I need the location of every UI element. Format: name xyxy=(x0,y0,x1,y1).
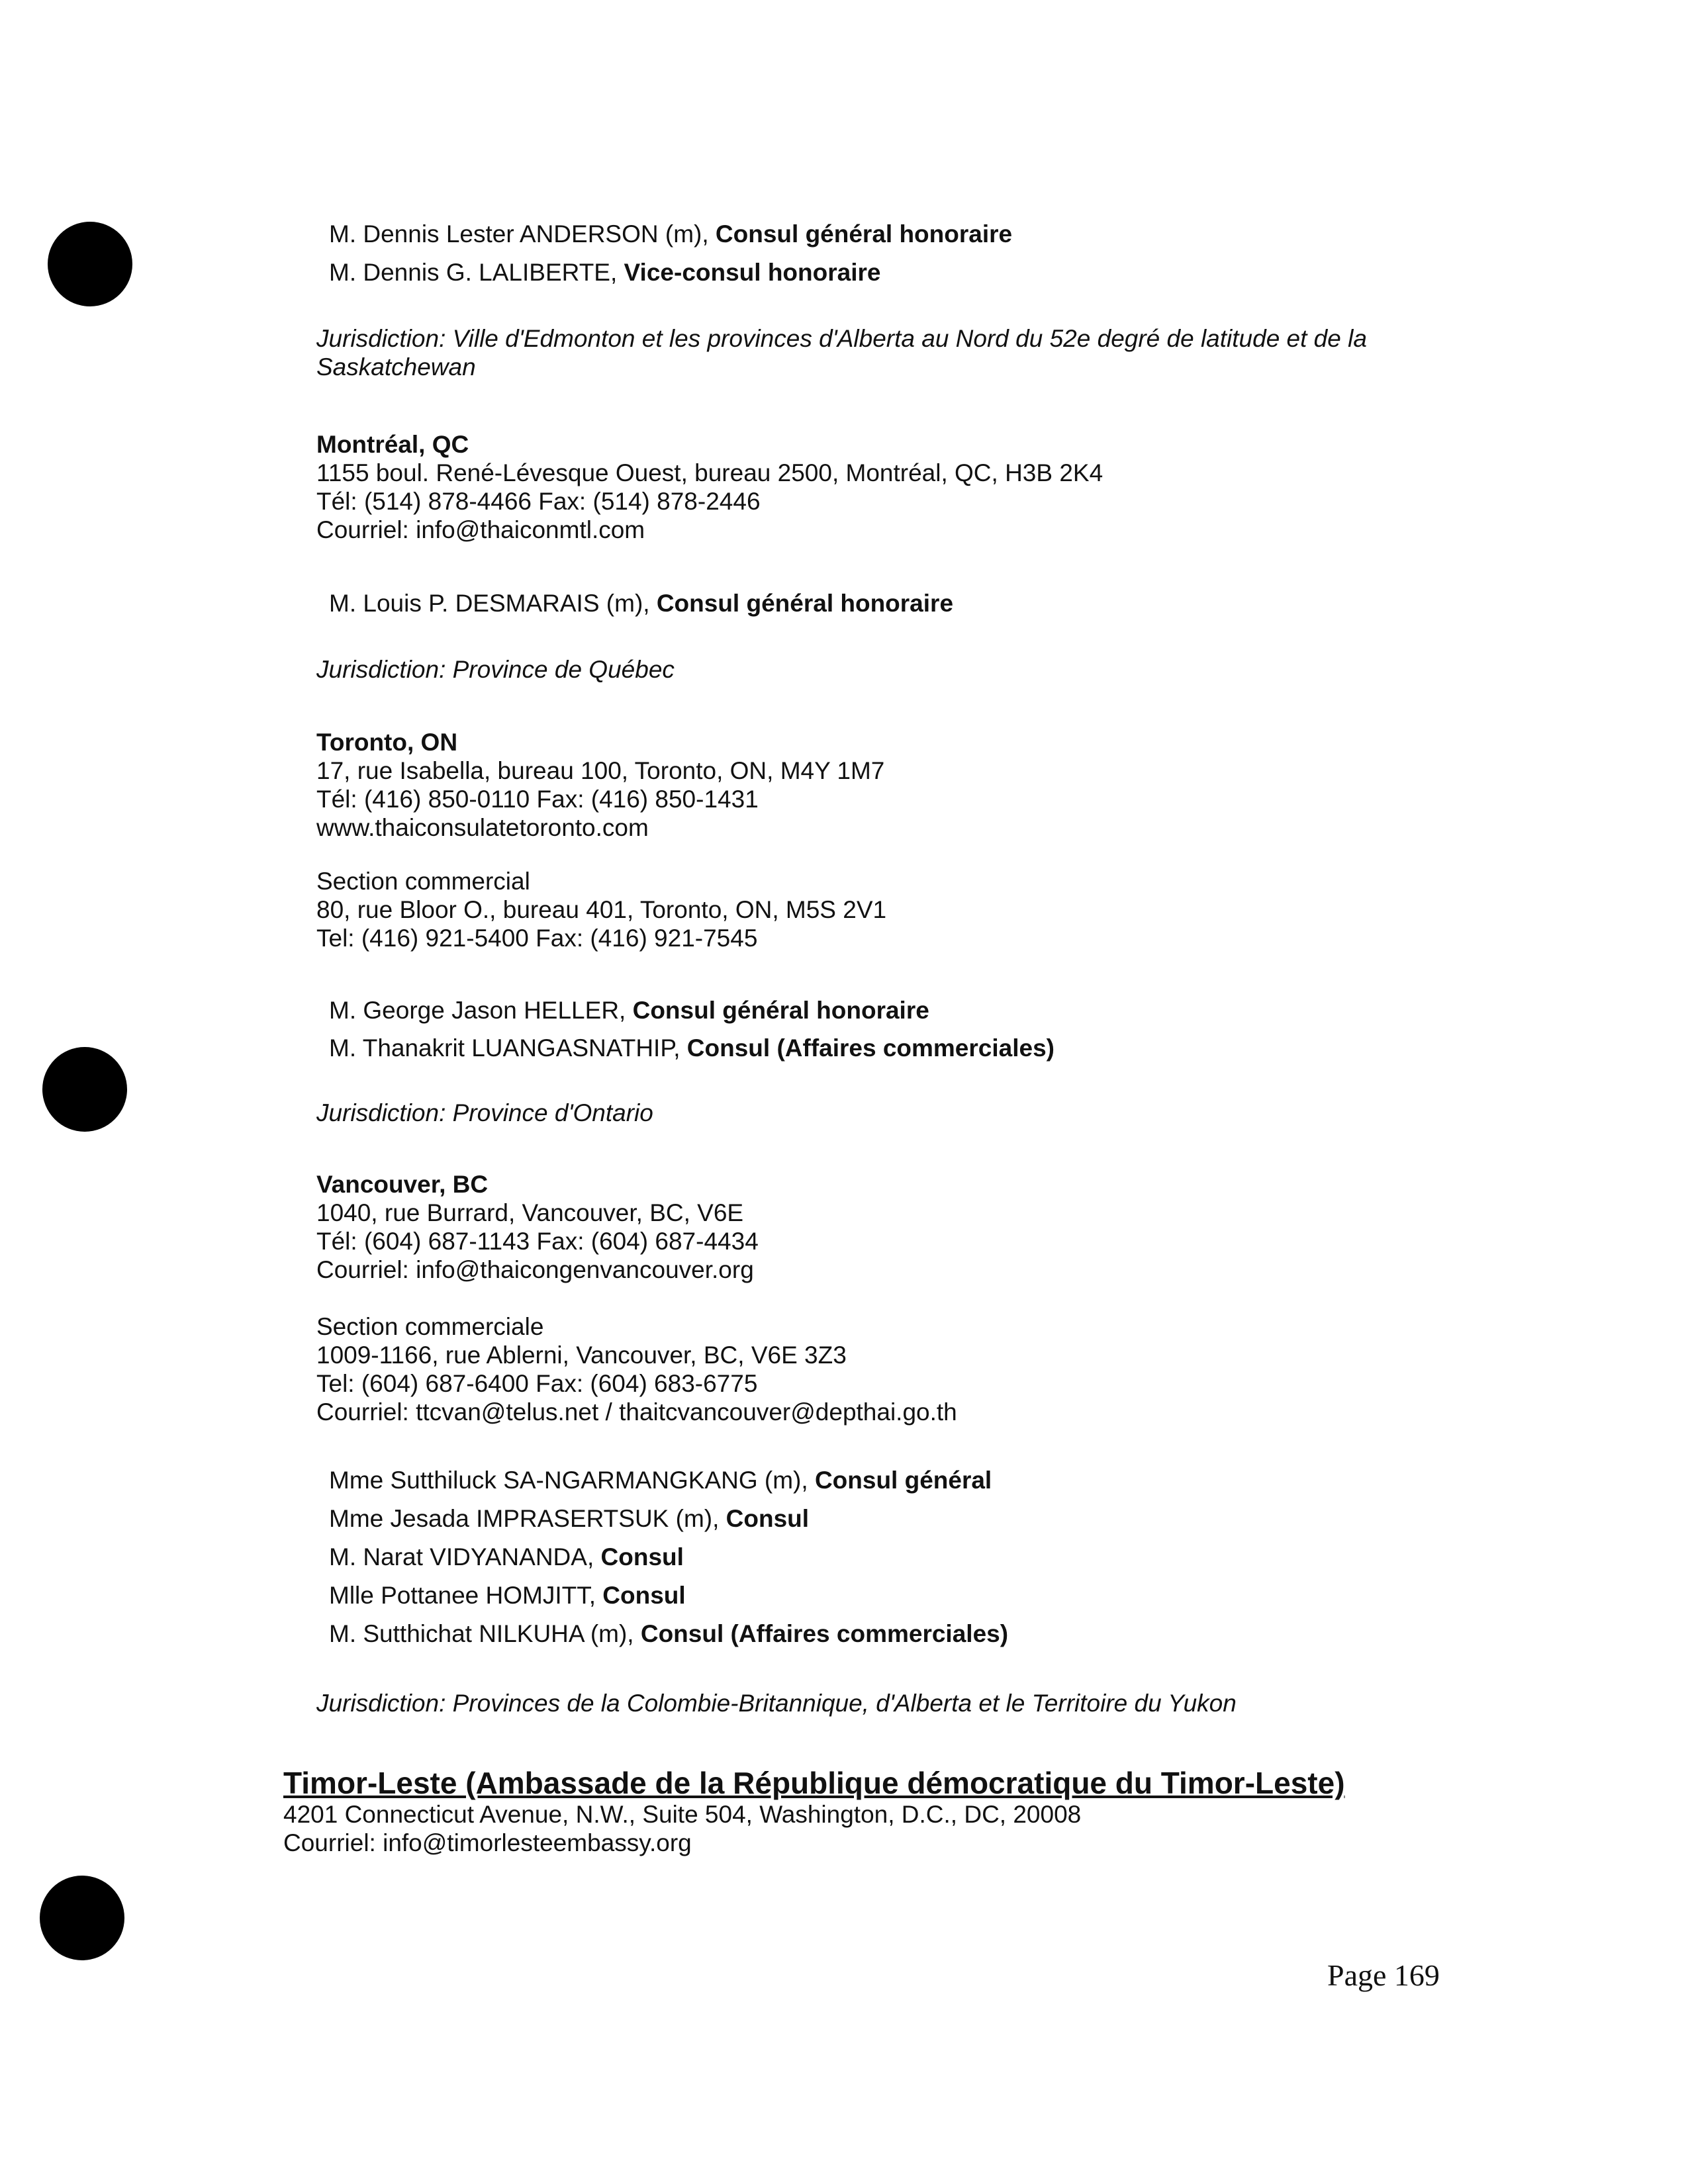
official-homjitt xyxy=(329,1581,686,1610)
section-label: Section commerciale xyxy=(316,1313,544,1340)
jurisdiction-vancouver: Jurisdiction: Provinces de la Colombie-Britannique, d'Alberta et le Territoire du Yukon xyxy=(316,1690,1237,1717)
punch-hole-top xyxy=(48,222,132,306)
office-toronto xyxy=(316,728,884,842)
jurisdiction-montreal: Jurisdiction: Province de Québec xyxy=(316,656,675,683)
phone-fax: Tél: (604) 687-1143 Fax: (604) 687-4434 xyxy=(316,1228,759,1255)
phone-fax: Tél: (416) 850-0110 Fax: (416) 850-1431 xyxy=(316,786,759,813)
section-address: 80, rue Bloor O., bureau 401, Toronto, ON, M5S 2V1 xyxy=(316,896,887,923)
official-vidyananda xyxy=(329,1543,684,1571)
jurisdiction-toronto: Jurisdiction: Province d'Ontario xyxy=(316,1099,653,1126)
official-heller xyxy=(329,996,929,1024)
official-name: M. Dennis Lester ANDERSON (m), xyxy=(329,220,716,248)
page-number: Page 169 xyxy=(1327,1958,1440,1992)
official-title: Consul général honoraire xyxy=(715,220,1013,248)
official-name: Mlle Pottanee HOMJITT, xyxy=(329,1582,603,1609)
city-heading: Toronto, ON xyxy=(316,729,458,756)
official-name: M. Louis P. DESMARAIS (m), xyxy=(329,590,657,617)
official-name: M. Dennis G. LALIBERTE, xyxy=(329,259,624,286)
official-luangasnathip xyxy=(329,1034,1055,1062)
section-phone-fax: Tel: (416) 921-5400 Fax: (416) 921-7545 xyxy=(316,925,758,952)
address: 4201 Connecticut Avenue, N.W., Suite 504, Washington, D.C., DC, 20008 xyxy=(283,1801,1082,1828)
phone-fax: Tél: (514) 878-4466 Fax: (514) 878-2446 xyxy=(316,488,761,515)
official-name: Mme Jesada IMPRASERTSUK (m), xyxy=(329,1505,726,1532)
office-montreal xyxy=(316,430,1103,544)
official-name: M. Thanakrit LUANGASNATHIP, xyxy=(329,1034,687,1062)
jurisdiction-edmonton: Jurisdiction: Ville d'Edmonton et les provinces d'Alberta au Nord du 52e degré de latitude et de la Saskatchewan xyxy=(316,325,1367,381)
email: Courriel: info@timorlesteembassy.org xyxy=(283,1829,692,1856)
official-title: Consul général honoraire xyxy=(632,997,929,1024)
email: Courriel: info@thaicongenvancouver.org xyxy=(316,1256,754,1283)
official-name: M. Narat VIDYANANDA, xyxy=(329,1543,601,1570)
official-nilkuha xyxy=(329,1619,1008,1648)
punch-hole-middle xyxy=(42,1047,127,1132)
official-title: Consul xyxy=(602,1582,686,1609)
address: 1155 boul. René-Lévesque Ouest, bureau 2500, Montréal, QC, H3B 2K4 xyxy=(316,459,1103,486)
official-title: Consul (Affaires commerciales) xyxy=(686,1034,1055,1062)
official-title: Consul xyxy=(600,1543,684,1570)
section-address: 1009-1166, rue Ablerni, Vancouver, BC, V6E 3Z3 xyxy=(316,1342,847,1369)
office-vancouver xyxy=(316,1170,759,1284)
official-title: Consul xyxy=(726,1505,810,1532)
official-name: Mme Sutthiluck SA-NGARMANGKANG (m), xyxy=(329,1467,815,1494)
official-title: Consul général honoraire xyxy=(656,590,954,617)
section-email: Courriel: ttcvan@telus.net / thaitcvancouver@depthai.go.th xyxy=(316,1398,957,1426)
official-anderson xyxy=(329,220,1012,248)
section-commerciale-vancouver xyxy=(316,1312,957,1426)
official-name: M. George Jason HELLER, xyxy=(329,997,633,1024)
official-title: Vice-consul honoraire xyxy=(624,259,881,286)
website: www.thaiconsulatetoronto.com xyxy=(316,814,649,841)
city-heading: Vancouver, BC xyxy=(316,1171,489,1198)
section-label: Section commercial xyxy=(316,868,530,895)
official-laliberte xyxy=(329,258,880,287)
section-commercial-toronto xyxy=(316,867,886,952)
section-phone-fax: Tel: (604) 687-6400 Fax: (604) 683-6775 xyxy=(316,1370,758,1397)
email: Courriel: info@thaiconmtl.com xyxy=(316,516,645,543)
official-title: Consul (Affaires commerciales) xyxy=(640,1620,1009,1647)
official-name: M. Sutthichat NILKUHA (m), xyxy=(329,1620,641,1647)
embassy-timor-leste xyxy=(283,1800,1081,1857)
official-imprasertsuk xyxy=(329,1504,809,1533)
punch-hole-bottom xyxy=(40,1876,124,1960)
country-heading-timor-leste: Timor-Leste (Ambassade de la République démocratique du Timor-Leste) xyxy=(283,1766,1345,1800)
official-desmarais xyxy=(329,589,953,617)
official-title: Consul général xyxy=(814,1467,992,1494)
address: 17, rue Isabella, bureau 100, Toronto, ON, M4Y 1M7 xyxy=(316,757,885,784)
address: 1040, rue Burrard, Vancouver, BC, V6E xyxy=(316,1199,744,1226)
city-heading: Montréal, QC xyxy=(316,431,469,458)
official-sa-ngarmangkang xyxy=(329,1466,992,1494)
